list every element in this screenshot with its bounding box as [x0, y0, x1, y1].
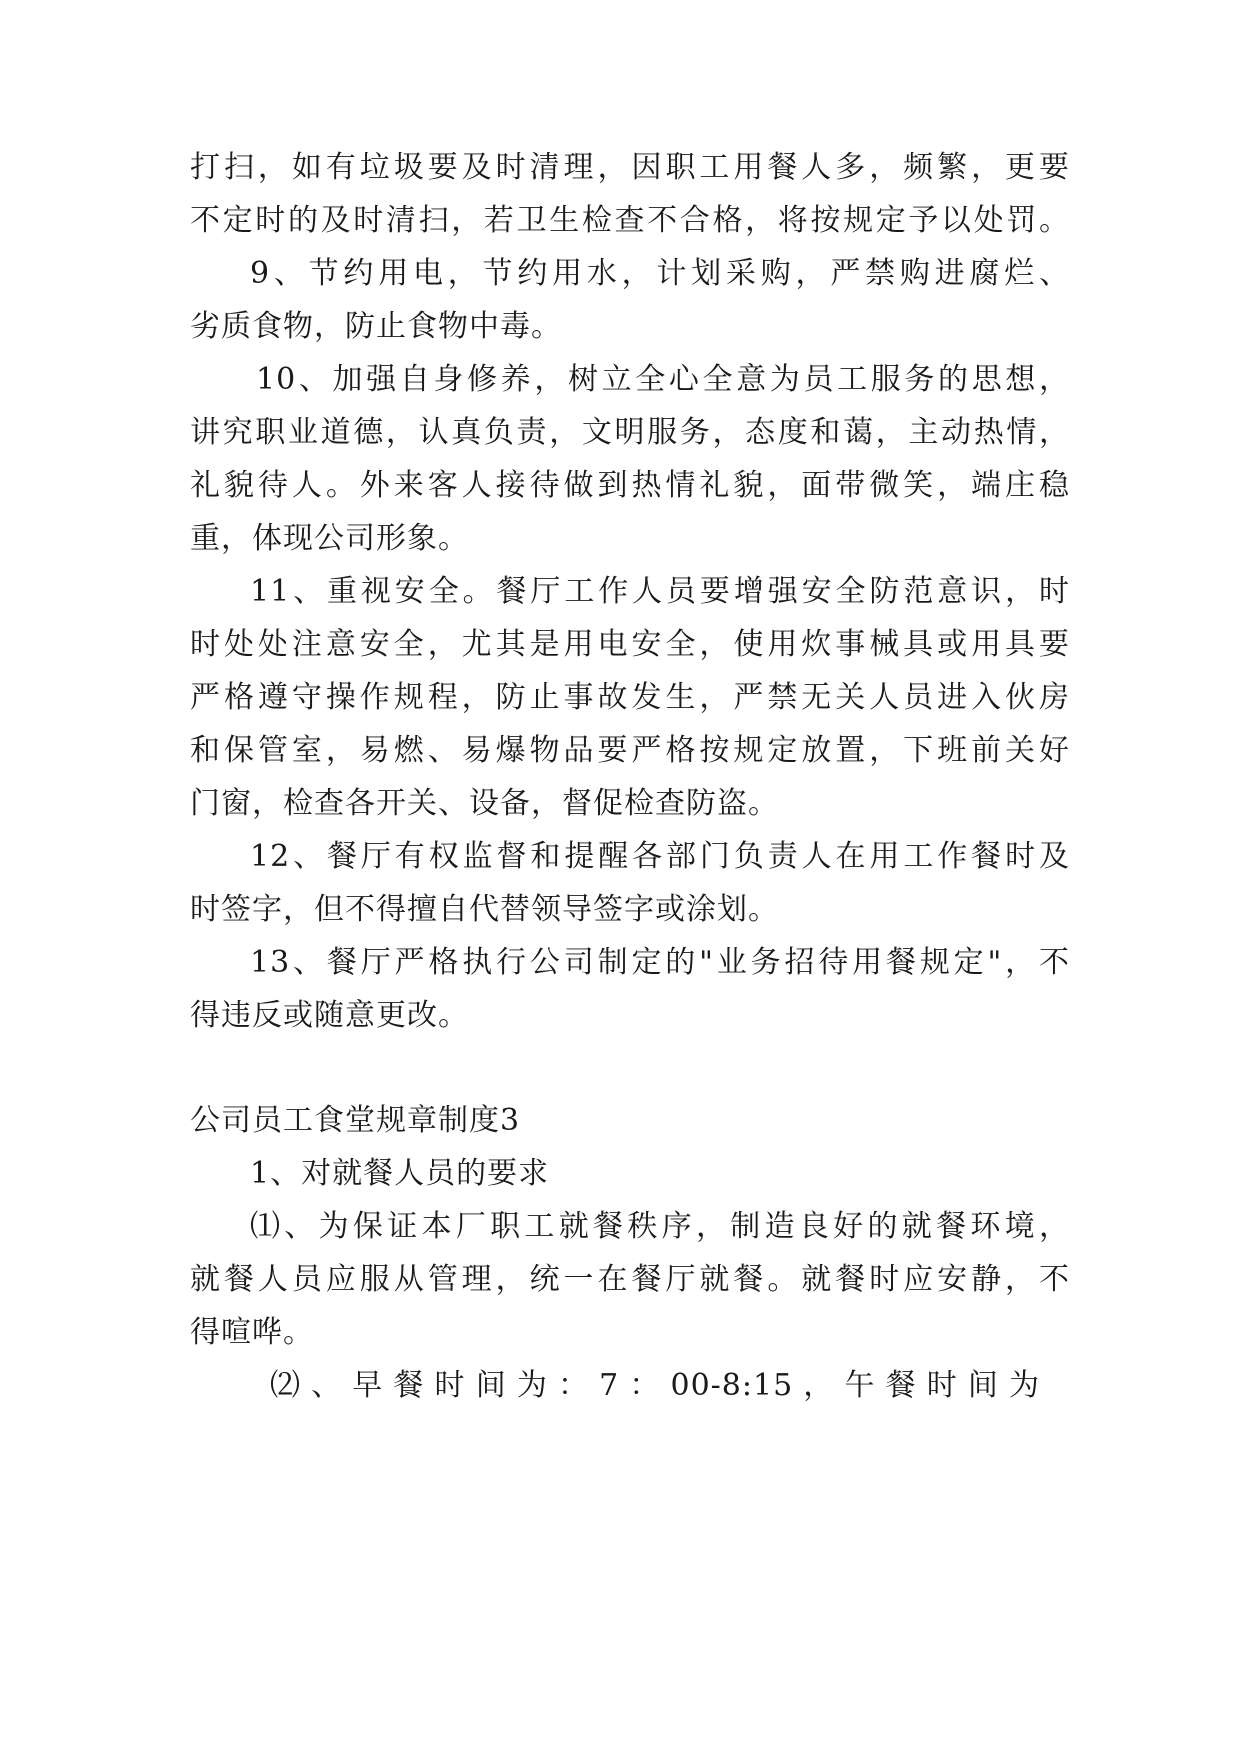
- paragraph-line: 严格遵守操作规程，防止事故发生，严禁无关人员进入伙房: [190, 680, 1070, 715]
- paragraph-line: 就餐人员应服从管理，统一在餐厅就餐。就餐时应安静，不: [190, 1262, 1070, 1297]
- paragraph-line: 劣质食物，防止食物中毒。: [190, 309, 562, 344]
- paragraph-line: 讲究职业道德，认真负责，文明服务，态度和蔼，主动热情，: [190, 415, 1070, 450]
- paragraph-line: 和保管室，易燃、易爆物品要严格按规定放置，下班前关好: [190, 733, 1070, 768]
- paragraph-line: 时签字，但不得擅自代替领导签字或涂划。: [190, 892, 779, 927]
- paragraph-line: 打扫，如有垃圾要及时清理，因职工用餐人多，频繁，更要: [190, 150, 1070, 185]
- paragraph-line: 9、节约用电，节约用水，计划采购，严禁购进腐烂、: [250, 256, 1070, 291]
- paragraph-line: 时处处注意安全，尤其是用电安全，使用炊事械具或用具要: [190, 627, 1070, 662]
- paragraph-line: 重，体现公司形象。: [190, 521, 469, 556]
- paragraph-line: ⑵、早餐时间为：7：00-8:15，午餐时间为: [270, 1368, 1040, 1403]
- paragraph-line: 得违反或随意更改。: [190, 998, 469, 1033]
- paragraph-line: 11、重视安全。餐厅工作人员要增强安全防范意识，时: [250, 574, 1070, 609]
- paragraph-line: ⑴、为保证本厂职工就餐秩序，制造良好的就餐环境，: [250, 1209, 1070, 1244]
- paragraph-line: 10、加强自身修养，树立全心全意为员工服务的思想，: [256, 362, 1070, 397]
- paragraph-line: 不定时的及时清扫，若卫生检查不合格，将按规定予以处罚。: [190, 203, 1070, 238]
- paragraph-line: 12、餐厅有权监督和提醒各部门负责人在用工作餐时及: [250, 839, 1070, 874]
- section-title: 公司员工食堂规章制度3: [190, 1103, 521, 1138]
- paragraph-line: 礼貌待人。外来客人接待做到热情礼貌，面带微笑，端庄稳: [190, 468, 1070, 503]
- paragraph-line: 13、餐厅严格执行公司制定的"业务招待用餐规定"，不: [250, 945, 1070, 980]
- subsection-heading: 1、对就餐人员的要求: [250, 1156, 550, 1191]
- paragraph-line: 得喧哗。: [190, 1315, 314, 1350]
- paragraph-line: 门窗，检查各开关、设备，督促检查防盗。: [190, 786, 779, 821]
